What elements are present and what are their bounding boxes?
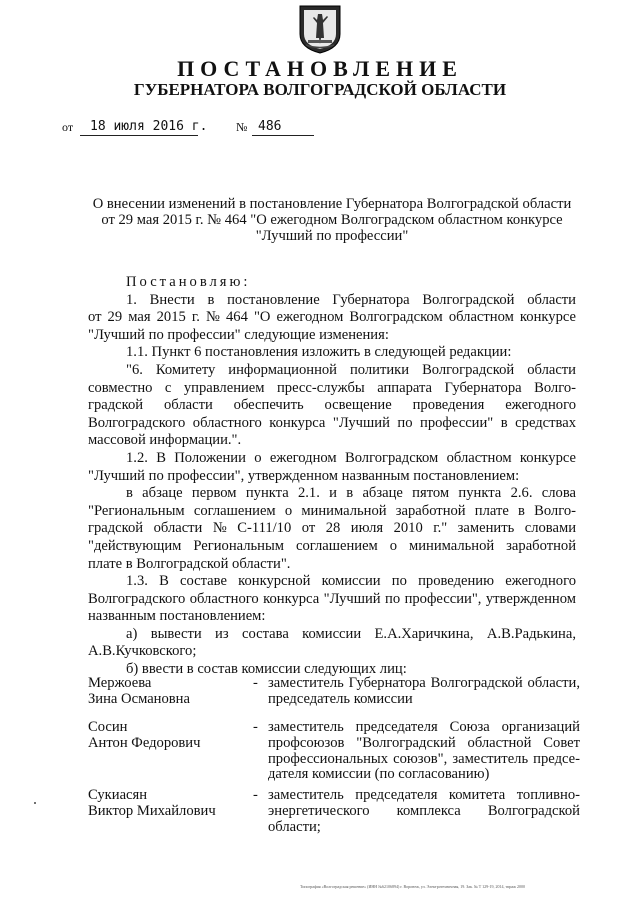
body-line: "6. Комитету информационной политики Волгоградской области <box>126 361 576 378</box>
body-line: плате в Волгоградской области". <box>88 555 291 572</box>
member-entry <box>88 788 580 838</box>
subject-line: "Лучший по профессии" <box>255 228 409 244</box>
decree-word: Постановляю: <box>126 274 251 290</box>
number-underline <box>252 135 314 136</box>
member-dash: - <box>253 675 258 691</box>
member-name: Сосин Антон Федорович <box>88 719 201 751</box>
body-line: в абзаце первом пункта 2.1. и в абзаце пятом пункта 2.6. слова <box>126 485 576 502</box>
body-line: градской области № С-111/10 от 28 июля 2010 г." заменить словами <box>88 520 576 537</box>
date-prefix-label: от <box>62 120 74 134</box>
document-number: 486 <box>258 119 282 134</box>
document-title: ПОСТАНОВЛЕНИЕ <box>177 56 463 81</box>
member-position: заместитель председателя Союза организаций профсоюзов "Волгоградский областной Совет профессиональных союзов", заместитель предсе- дателя комиссии (по согласованию) <box>268 719 580 783</box>
document-subject <box>88 196 576 244</box>
body-line: Волгоградского областного конкурса "Лучший по профессии", утвержденном <box>88 590 576 607</box>
member-dash: - <box>253 719 258 735</box>
body-line: А.В.Кучковского; <box>88 643 197 660</box>
member-dash: - <box>253 787 258 803</box>
number-prefix-label: № <box>236 120 248 134</box>
body-line: б) ввести в состав комиссии следующих лиц: <box>126 661 407 678</box>
body-line: названным постановлением: <box>88 608 266 625</box>
printer-footer: Типография «Волгоградская решение» (ИНН №62106894) г. Воронеж, ул. Электротехничная, 19. Зак. № Т 129-19, 2014, тираж 2000 <box>300 884 525 889</box>
document-date: 18 июля 2016 г. <box>90 119 208 134</box>
body-line: от 29 мая 2015 г. № 464 "О ежегодном Волгоградском областном конкурсе <box>88 309 576 326</box>
body-line: 1.2. В Положении о ежегодном Волгоградском областном конкурсе <box>126 449 576 466</box>
member-position: заместитель Губернатора Волгоградской области, председатель комиссии <box>268 675 580 707</box>
issuer-title: ГУБЕРНАТОРА ВОЛГОГРАДСКОЙ ОБЛАСТИ <box>133 80 507 99</box>
date-number-line <box>62 114 342 138</box>
body-line: а) вывести из состава комиссии Е.А.Харичкина, А.В.Радькина, <box>126 625 576 642</box>
body-line: совместно с управлением пресс-службы аппарата Губернатора Волго- <box>88 379 576 396</box>
scan-speck <box>34 802 36 804</box>
member-entry <box>88 720 580 788</box>
body-line: 1.3. В составе конкурсной комиссии по проведению ежегодного <box>126 573 576 590</box>
commission-members <box>88 676 580 838</box>
body-line: 1.1. Пункт 6 постановления изложить в следующей редакции: <box>126 344 512 361</box>
body-line: 1. Внести в постановление Губернатора Волгоградской области <box>126 291 576 308</box>
subject-line: О внесении изменений в постановление Губернатора Волгоградской области <box>92 196 572 212</box>
body-line: Волгоградского областного конкурса "Лучший по профессии" в средствах <box>88 414 576 431</box>
body-line: градской области обеспечить освещение проведения ежегодного <box>88 397 576 414</box>
subject-line: от 29 мая 2015 г. № 464 "О ежегодном Волгоградском областном конкурсе <box>101 212 563 228</box>
coat-of-arms-icon <box>296 4 344 54</box>
member-entry <box>88 676 580 720</box>
body-line: "действующим Региональным соглашением о минимальной заработной <box>88 537 576 554</box>
member-name: Сукиасян Виктор Михайлович <box>88 787 216 819</box>
body-line: "Региональным соглашением о минимальной заработной плате в Волго- <box>88 502 576 519</box>
body-line: массовой информации.". <box>88 432 242 449</box>
body-line: "Лучший по профессии", утвержденном названным постановлением: <box>88 467 520 484</box>
member-position: заместитель председателя комитета топливно- энергетического комплекса Волгоградской области; <box>268 787 580 835</box>
date-underline <box>80 135 198 136</box>
member-name: Мержоева Зина Османовна <box>88 675 190 707</box>
body-line: "Лучший по профессии" следующие изменения: <box>88 326 389 343</box>
document-body <box>88 274 576 679</box>
